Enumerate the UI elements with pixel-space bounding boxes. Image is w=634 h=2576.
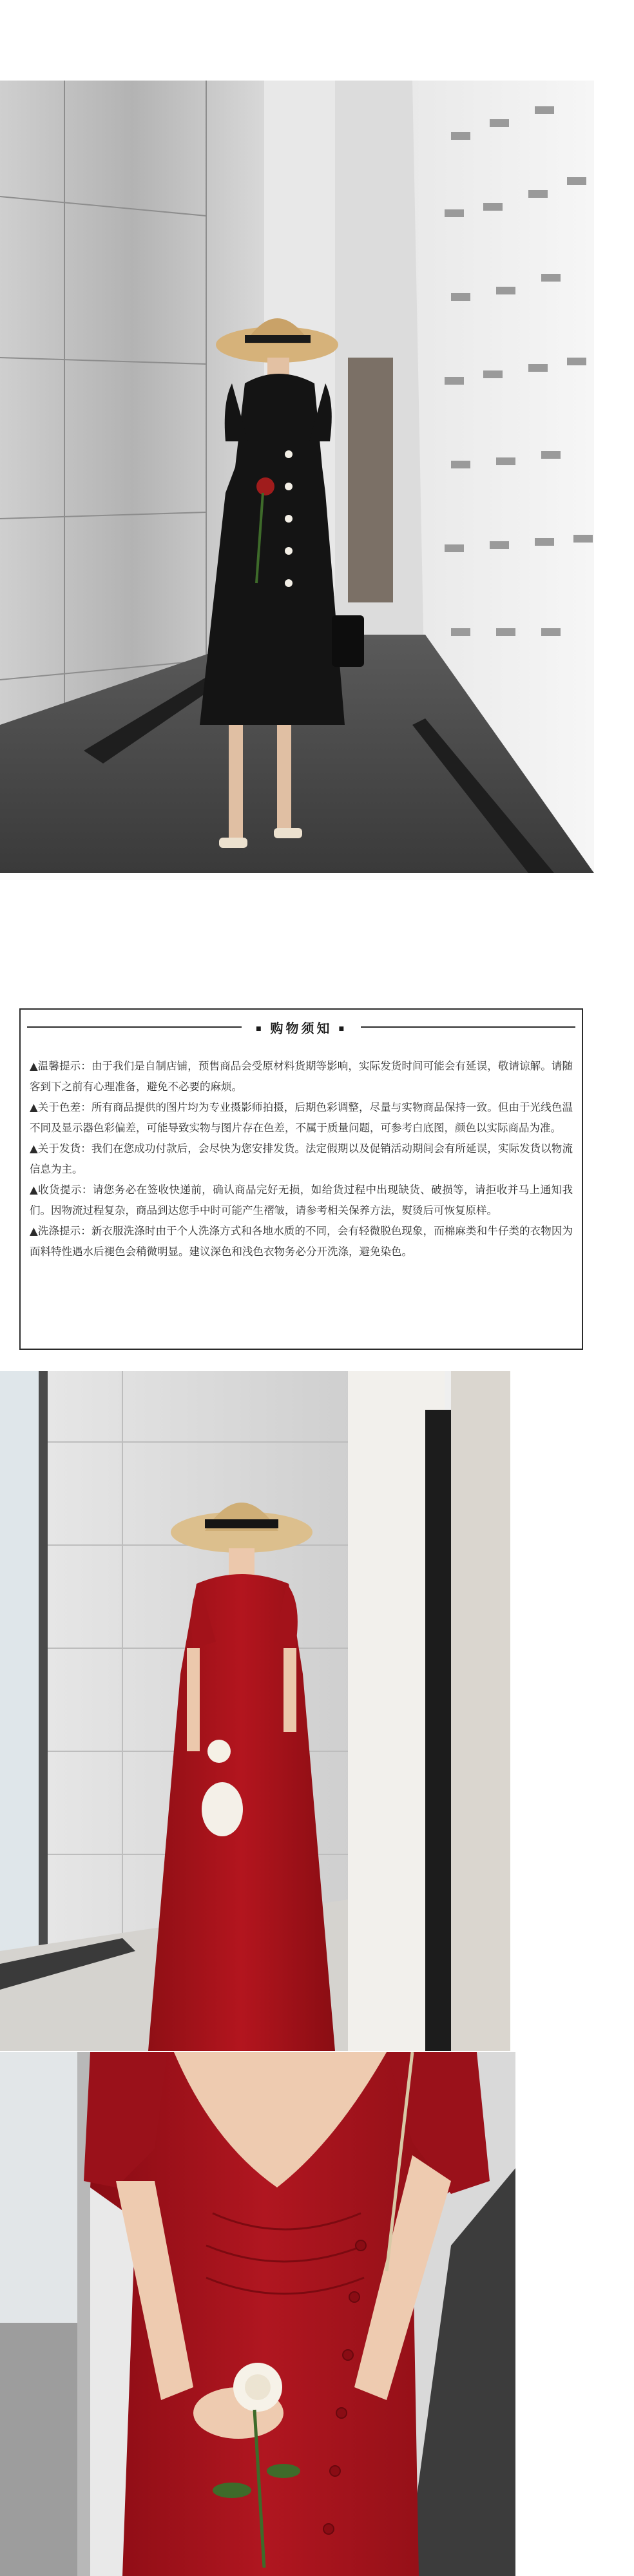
notice-item-receipt: ▲收货提示：请您务必在签收快递前，确认商品完好无损，如给货过程中出现缺货、破损等，请拒收并马上通知我们。因物流过程复杂，商品到达您手中时可能产生褶皱，请参考相关保养方法，熨烫后可恢复原样。 (30, 1184, 573, 1216)
notice-item-color: ▲关于色差：所有商品提供的图片均为专业摄影师拍摄，后期色彩调整，尽量与实物商品保持一致。但由于光线色温不同及显示器色彩偏差，可能导致实物与图片存在色差，不属于质量问题，可参考白底图，颜色以实际商品为准。 (30, 1101, 573, 1134)
corridor-red-dress-photo (0, 1371, 510, 2051)
corridor-black-dress-photo (0, 81, 594, 873)
notice-item-shipping: ▲关于发货：我们在您成功付款后，会尽快为您安排发货。法定假期以及促销活动期间会有所延误，实际发货以物流信息为主。 (30, 1142, 573, 1175)
red-dress-closeup-photo (0, 2052, 515, 2576)
shopping-notice (19, 1008, 583, 1350)
notice-rule-left (27, 1026, 242, 1028)
notice-rule-right (361, 1026, 575, 1028)
product-photo-black-dress (0, 81, 594, 873)
product-photo-red-dress (0, 1371, 510, 2051)
notice-body (30, 1056, 573, 1262)
notice-item-reminder: ▲温馨提示：由于我们是自制店铺，预售商品会受原材料货期等影响，实际发货时间可能会有延误，敬请谅解。请随客到下之前有心理准备，避免不必要的麻烦。 (30, 1060, 573, 1093)
notice-header (21, 1016, 582, 1038)
notice-title: ■ 购物须知 ■ (256, 1018, 347, 1037)
notice-item-washing: ▲洗涤提示：新衣服洗涤时由于个人洗涤方式和各地水质的不同，会有轻微脱色现象，而棉麻类和牛仔类的衣物因为面料特性遇水后褪色会稍微明显。建议深色和浅色衣物务必分开洗涤，避免染色。 (30, 1225, 573, 1258)
product-photo-red-dress-detail (0, 2052, 515, 2576)
